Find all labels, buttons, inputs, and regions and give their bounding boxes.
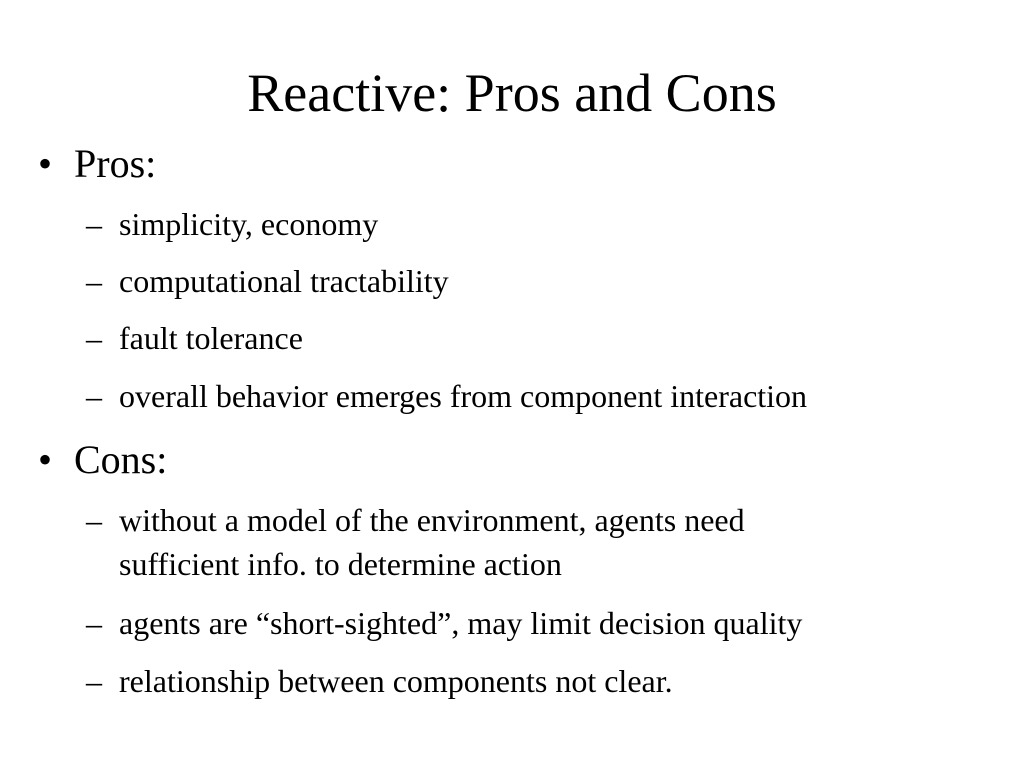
- bullet-marker: •: [38, 437, 53, 482]
- bullet-pros: [38, 140, 156, 188]
- bullet-label-pros: Pros:: [74, 141, 157, 186]
- dash-marker: –: [86, 605, 102, 641]
- pros-item-text: overall behavior emerges from component interaction: [119, 378, 808, 414]
- dash-marker: –: [86, 263, 102, 299]
- bullet-label-cons: Cons:: [74, 437, 168, 482]
- pros-item-text: fault tolerance: [119, 320, 303, 356]
- dash-marker: –: [86, 206, 102, 242]
- pros-item-text: simplicity, economy: [119, 206, 379, 242]
- slide-title: Reactive: Pros and Cons: [247, 63, 777, 123]
- pros-item: [86, 259, 449, 303]
- cons-item-text: agents are “short-sighted”, may limit decision quality: [119, 605, 803, 641]
- bullet-marker: •: [38, 141, 53, 186]
- pros-item: [86, 202, 378, 246]
- cons-item-text: without a model of the environment, agents need: [119, 502, 745, 538]
- cons-item-text: relationship between components not clear.: [119, 663, 673, 699]
- dash-marker: –: [86, 320, 102, 356]
- cons-item: [86, 659, 673, 703]
- dash-marker: –: [86, 502, 102, 538]
- pros-item: [86, 316, 303, 360]
- bullet-cons: [38, 436, 167, 484]
- dash-marker: –: [86, 378, 102, 414]
- cons-item: [86, 601, 802, 645]
- pros-item-text: computational tractability: [119, 263, 449, 299]
- cons-item: [86, 498, 745, 586]
- cons-item-continuation: sufficient info. to determine action: [119, 546, 562, 582]
- dash-marker: –: [86, 663, 102, 699]
- pros-item: [86, 374, 807, 418]
